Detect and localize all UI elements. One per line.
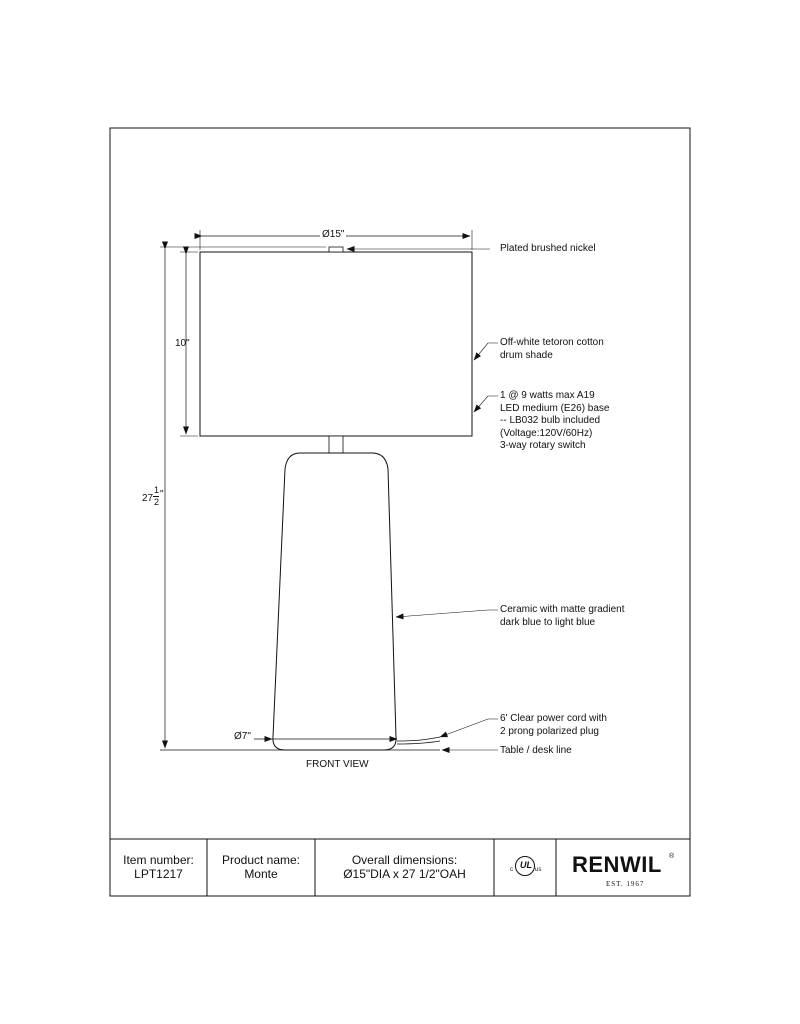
- brand-logo: RENWIL: [572, 852, 662, 877]
- cord-callout-leader: [440, 719, 498, 737]
- overall-dimensions-value: Ø15"DIA x 27 1/2"OAH: [343, 867, 466, 881]
- bulb-callout: [500, 390, 610, 453]
- view-label: FRONT VIEW: [306, 759, 369, 770]
- overall-height-unit: ": [160, 489, 164, 500]
- brand-cell: [556, 839, 690, 896]
- sheet-border: [110, 128, 690, 896]
- body-callout-line: Ceramic with matte gradient: [500, 604, 625, 615]
- item-number-cell: [110, 853, 207, 881]
- power-cord: [397, 737, 440, 741]
- bulb-callout-line: LED medium (E26) base: [500, 402, 610, 414]
- body-callout-line: dark blue to light blue: [500, 616, 596, 628]
- cord-callout: [500, 713, 607, 738]
- overall-height-numerator: 1: [154, 485, 160, 495]
- lamp-shade: [200, 252, 472, 436]
- bulb-callout-leader: [474, 396, 498, 412]
- item-number-label: Item number:: [123, 853, 194, 867]
- bulb-callout-line: 1 @ 9 watts max A19: [500, 390, 595, 401]
- base-diameter-label: Ø7": [234, 731, 251, 742]
- overall-height-denominator: 2: [154, 497, 160, 507]
- overall-dimensions-cell: [315, 853, 494, 881]
- finial-callout: [500, 243, 596, 256]
- body-callout-leader: [396, 610, 498, 617]
- cord-callout-line: 2 prong polarized plug: [500, 725, 599, 737]
- item-number-value: LPT1217: [134, 867, 183, 881]
- shade-callout-line: Off-white tetoron cotton: [500, 337, 604, 348]
- ul-us-mark: us: [535, 867, 542, 873]
- shade-diameter-label: Ø15": [322, 229, 345, 240]
- shade-callout-leader: [474, 343, 498, 360]
- bulb-callout-line: (Voltage:120V/60Hz): [500, 427, 593, 439]
- lamp-finial: [329, 247, 343, 252]
- shade-height-label: 10": [175, 338, 190, 349]
- overall-dimensions-label: Overall dimensions:: [351, 853, 458, 867]
- product-name-value: Monte: [244, 867, 278, 881]
- lamp-body: [273, 453, 396, 750]
- product-name-cell: [207, 853, 315, 881]
- finial-callout-line: Plated brushed nickel: [500, 243, 596, 254]
- bulb-callout-line: 3-way rotary switch: [500, 440, 586, 451]
- table-callout-line: Table / desk line: [500, 745, 572, 756]
- ul-logo-text: UL: [520, 860, 532, 870]
- ul-certification-cell: [494, 839, 556, 896]
- brand-registered-mark: ®: [669, 853, 675, 860]
- brand-established: EST. 1967: [606, 880, 645, 888]
- body-callout: [500, 604, 625, 629]
- cord-callout-line: 6' Clear power cord with: [500, 713, 607, 724]
- product-name-label: Product name:: [221, 853, 301, 867]
- lamp-neck: [329, 436, 343, 453]
- table-callout: [500, 745, 572, 758]
- bulb-callout-line: -- LB032 bulb included: [500, 415, 601, 426]
- ul-c-mark: c: [510, 867, 513, 873]
- shade-callout: [500, 337, 604, 362]
- power-cord-2: [397, 741, 440, 744]
- shade-callout-line: drum shade: [500, 349, 553, 361]
- overall-height-label: [142, 486, 176, 516]
- overall-height-whole: 27: [142, 493, 154, 504]
